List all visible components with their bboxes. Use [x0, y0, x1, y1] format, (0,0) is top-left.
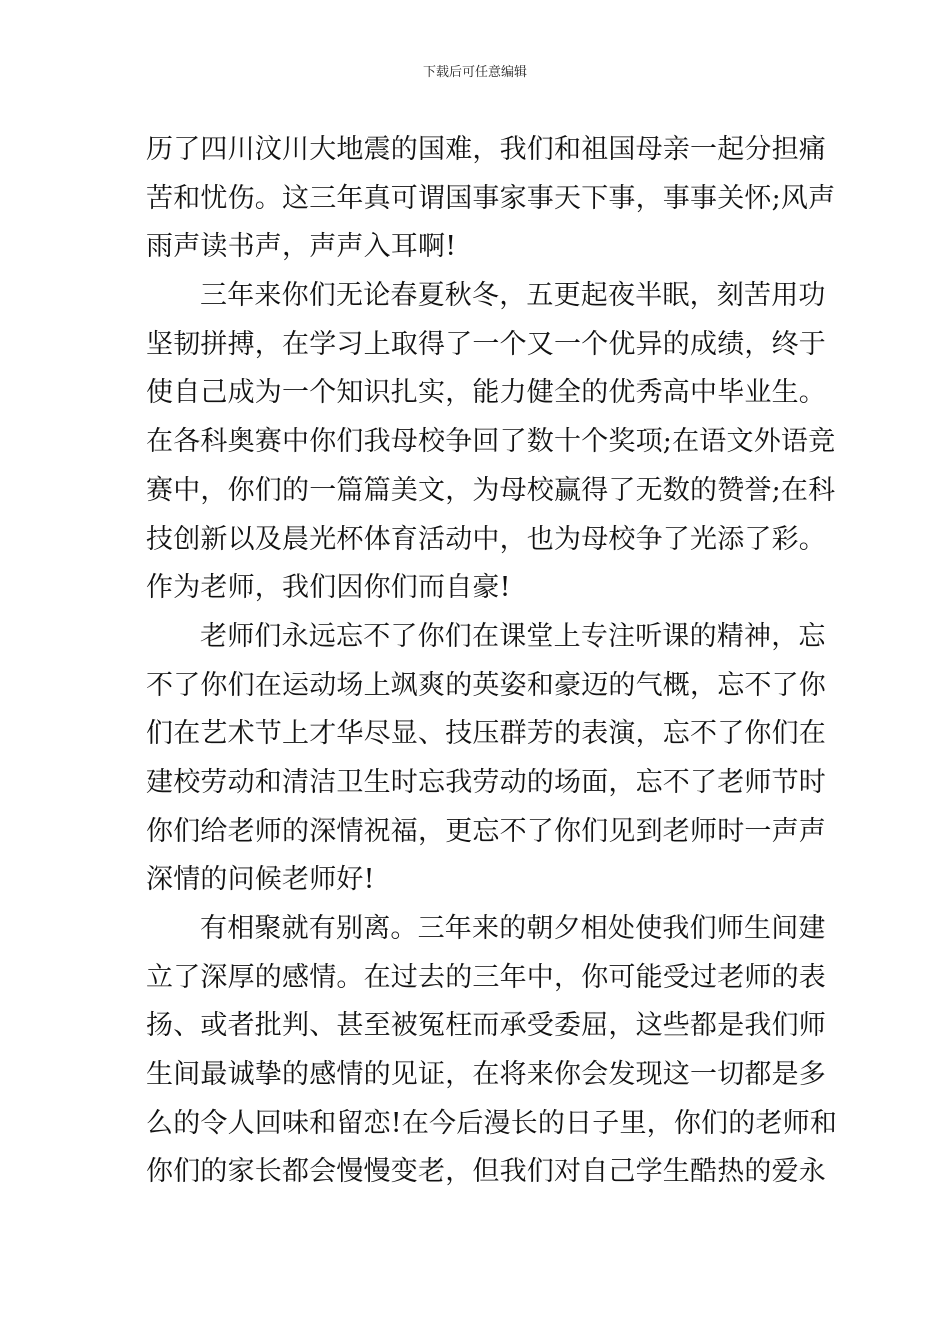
text-line: 三年来你们无论春夏秋冬，五更起夜半眠，刻苦用功	[200, 280, 826, 312]
text-line: 么的令人回味和留恋!在今后漫长的日子里，你们的老师和	[146, 1107, 838, 1139]
text-line: 不了你们在运动场上飒爽的英姿和豪迈的气概，忘不了你	[146, 669, 826, 701]
paragraph-3	[146, 613, 826, 905]
paragraph-2	[146, 272, 836, 613]
text-line: 使自己成为一个知识扎实，能力健全的优秀高中毕业生。	[146, 377, 826, 409]
document-body	[146, 126, 838, 1197]
text-line: 立了深厚的感情。在过去的三年中，你可能受过老师的表	[146, 961, 826, 993]
text-line: 赛中，你们的一篇篇美文，为母校赢得了无数的赞誉;在科	[146, 474, 836, 506]
paragraph-1	[146, 126, 836, 272]
text-line: 苦和忧伤。这三年真可谓国事家事天下事，事事关怀;风声	[146, 182, 836, 214]
text-line: 作为老师，我们因你们而自豪!	[146, 572, 511, 604]
text-line: 技创新以及晨光杯体育活动中，也为母校争了光添了彩。	[146, 523, 826, 555]
text-line: 历了四川汶川大地震的国难，我们和祖国母亲一起分担痛	[146, 134, 826, 165]
text-line: 坚韧拼搏，在学习上取得了一个又一个优异的成绩，终于	[146, 328, 826, 360]
text-line: 扬、或者批判、甚至被冤枉而承受委屈，这些都是我们师	[146, 1010, 826, 1042]
text-line: 建校劳动和清洁卫生时忘我劳动的场面，忘不了老师节时	[146, 766, 826, 798]
text-line: 在各科奥赛中你们我母校争回了数十个奖项;在语文外语竞	[146, 426, 836, 458]
paragraph-4	[146, 905, 838, 1197]
text-line: 深情的问候老师好!	[146, 864, 375, 896]
text-line: 雨声读书声，声声入耳啊!	[146, 231, 457, 263]
text-line: 老师们永远忘不了你们在课堂上专注听课的精神，忘	[200, 620, 826, 652]
text-line: 们在艺术节上才华尽显、技压群芳的表演，忘不了你们在	[146, 718, 826, 750]
text-line: 有相聚就有别离。三年来的朝夕相处使我们师生间建	[200, 913, 826, 944]
text-line: 你们给老师的深情祝福，更忘不了你们见到老师时一声声	[146, 815, 826, 847]
text-line: 你们的家长都会慢慢变老，但我们对自己学生酷热的爱永	[146, 1156, 826, 1188]
text-line: 生间最诚挚的感情的见证，在将来你会发现这一切都是多	[146, 1059, 826, 1091]
page-header: 下载后可任意编辑	[422, 65, 527, 80]
